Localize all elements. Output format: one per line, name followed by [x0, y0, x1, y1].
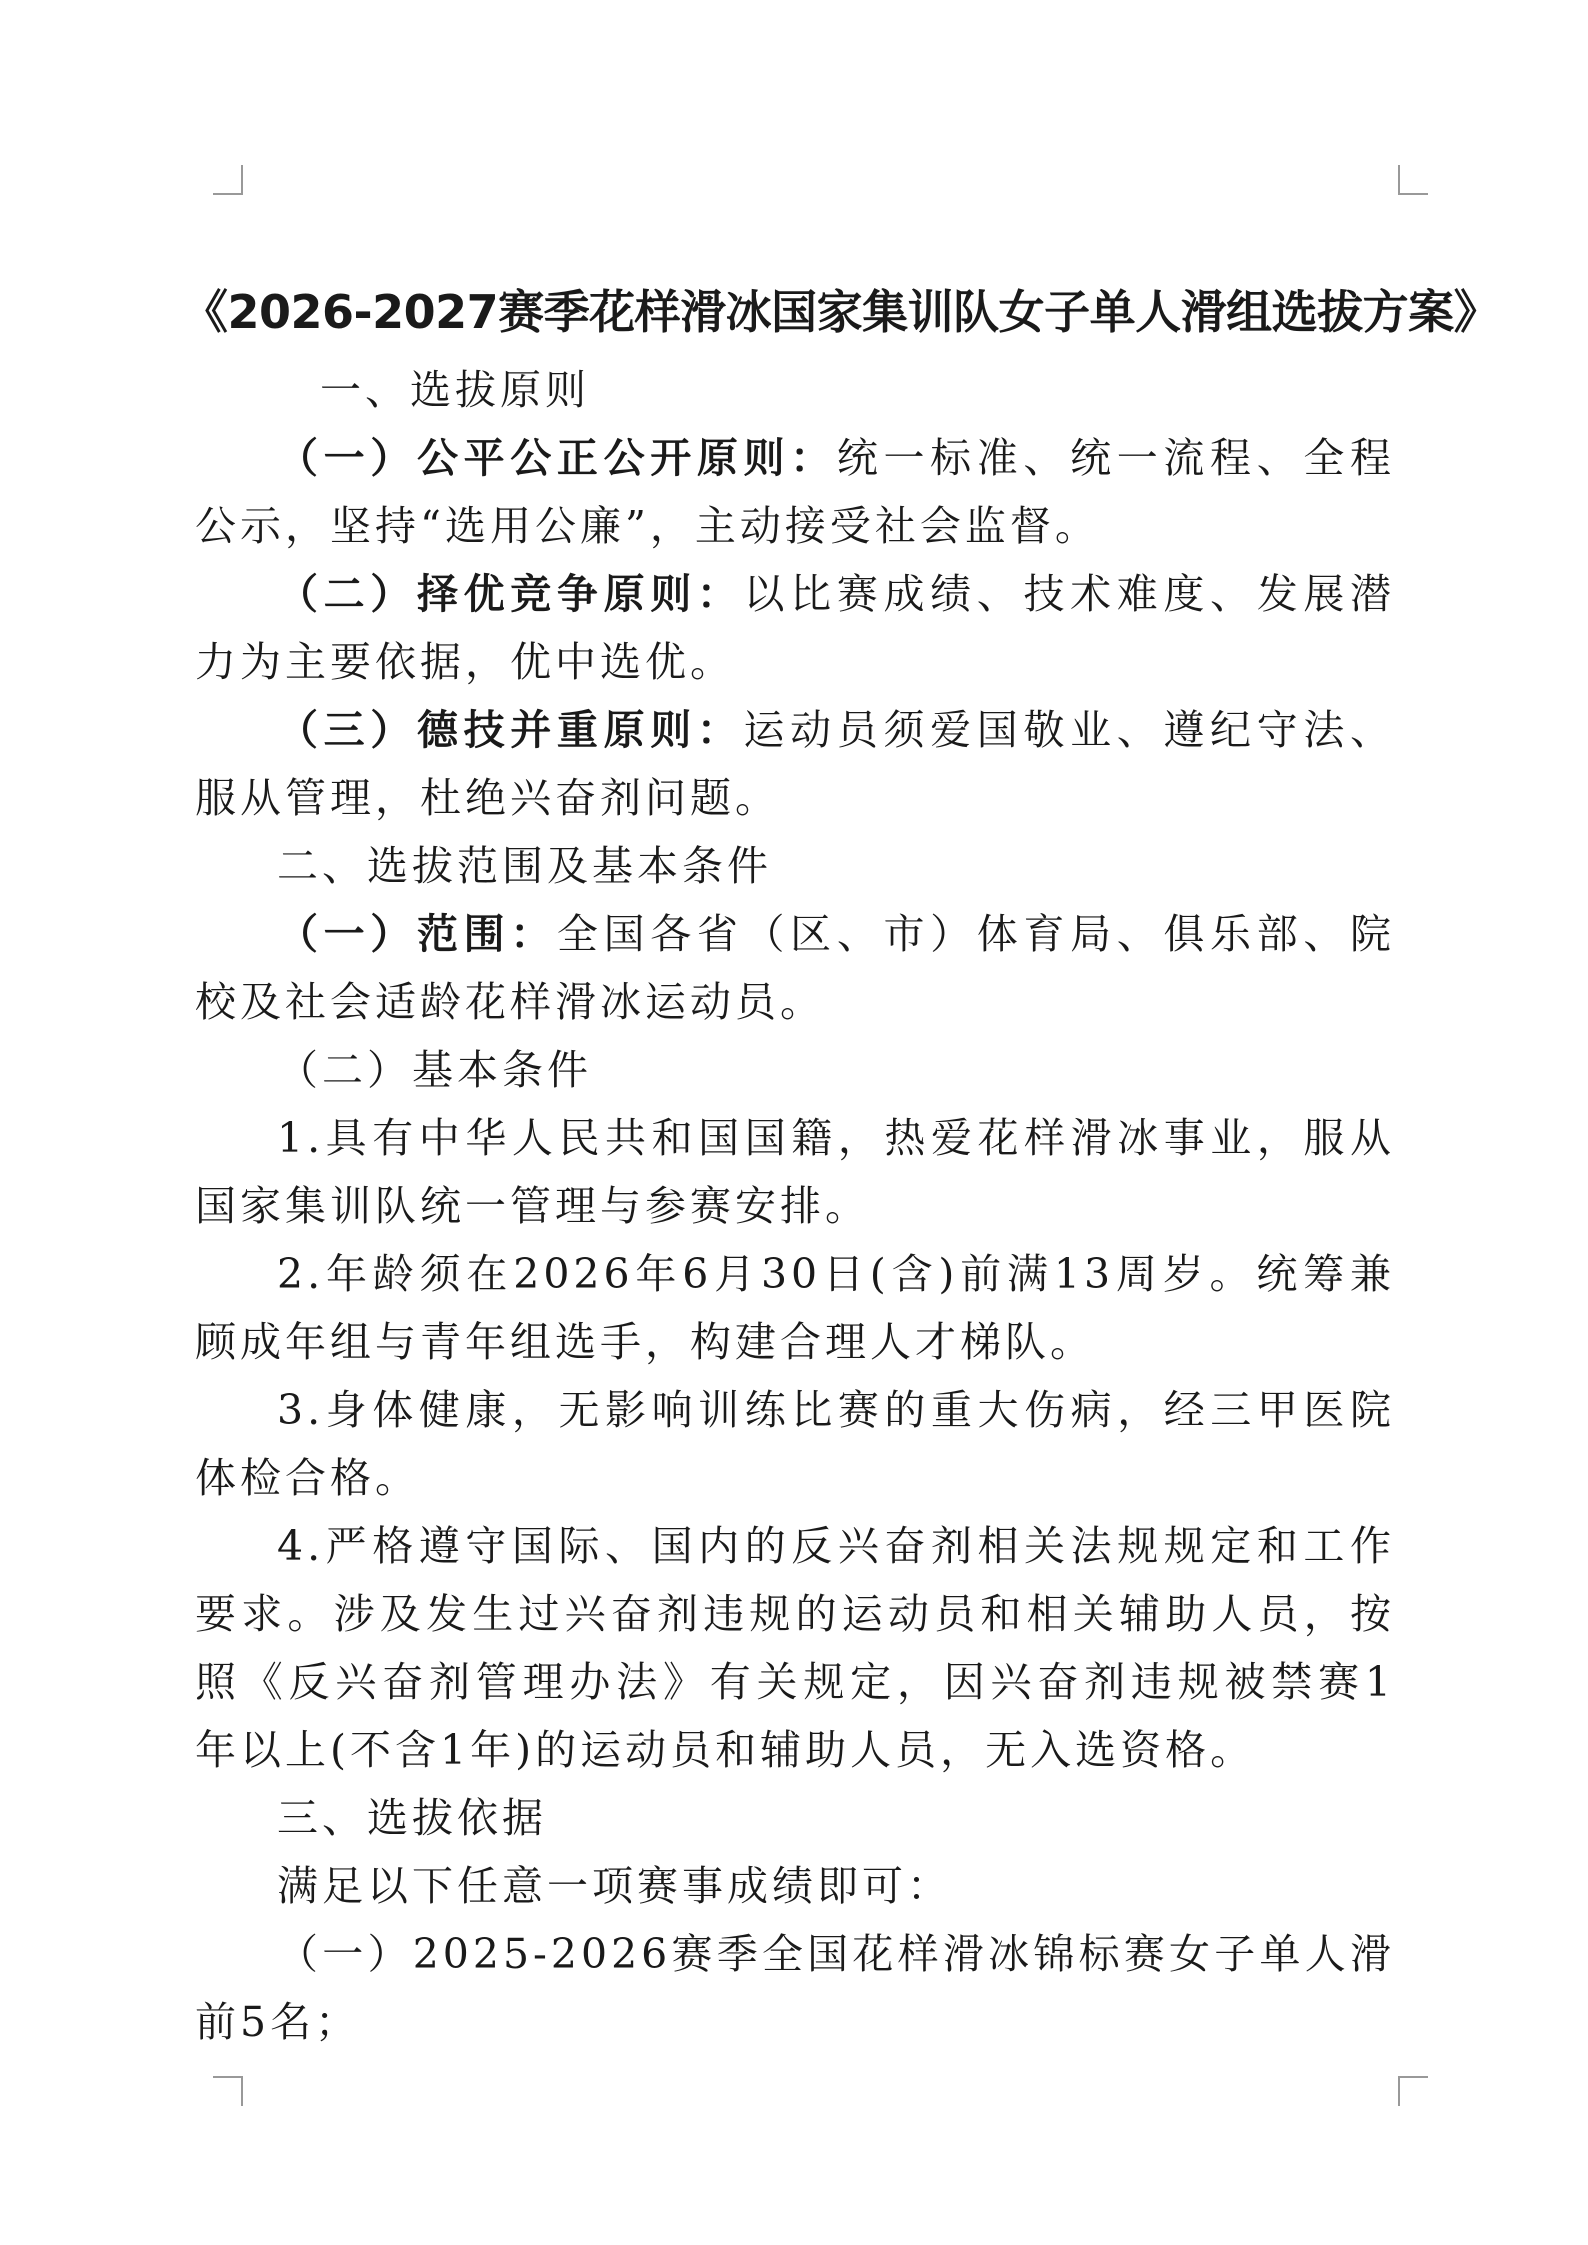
crop-mark-bottom-left: [213, 2076, 243, 2106]
paragraph-text: 以比赛成绩、技术难度、发展潜力为主要依据，优中选优。: [195, 570, 1396, 686]
paragraph: [195, 900, 1395, 1036]
condition-item: 4.严格遵守国际、国内的反兴奋剂相关法规规定和工作要求。涉及发生过兴奋剂违规的运动员和相关辅助人员，按照《反兴奋剂管理办法》有关规定，因兴奋剂违规被禁赛1年以上(不含1年)的运动员和辅助人员，无入选资格。: [195, 1522, 1395, 1774]
paragraph: [195, 424, 1395, 560]
paragraph-text: 运动员须爱国敬业、遵纪守法、服从管理，杜绝兴奋剂问题。: [195, 706, 1396, 822]
document-title: 《2026-2027赛季花样滑冰国家集训队女子单人滑组选拔方案》: [182, 285, 1500, 339]
condition-item: 2.年龄须在2026年6月30日(含)前满13周岁。统筹兼顾成年组与青年组选手，构建合理人才梯队。: [195, 1250, 1395, 1366]
paragraph-lead: （一）范围：: [277, 910, 557, 958]
subheading-basic-conditions: （二）基本条件: [277, 1046, 592, 1094]
paragraph: [195, 560, 1395, 696]
paragraph-lead: （一）公平公正公开原则：: [277, 434, 837, 482]
document-body: [195, 356, 1395, 2056]
crop-mark-top-right: [1398, 165, 1428, 195]
section-heading-principles: 一、选拔原则: [320, 366, 590, 414]
crop-mark-bottom-right: [1398, 2076, 1428, 2106]
paragraph-lead: （二）择优竞争原则：: [277, 570, 744, 618]
condition-item: 3.身体健康，无影响训练比赛的重大伤病，经三甲医院体检合格。: [195, 1386, 1395, 1502]
paragraph-text: 全国各省（区、市）体育局、俱乐部、院校及社会适龄花样滑冰运动员。: [195, 910, 1396, 1026]
paragraph: 满足以下任意一项赛事成绩即可：: [277, 1862, 952, 1910]
paragraph: [195, 696, 1395, 832]
condition-item: 1.具有中华人民共和国国籍，热爱花样滑冰事业，服从国家集训队统一管理与参赛安排。: [195, 1114, 1395, 1230]
section-heading-basis: 三、选拔依据: [277, 1794, 547, 1842]
paragraph: （一）2025-2026赛季全国花样滑冰锦标赛女子单人滑前5名；: [195, 1930, 1395, 2046]
paragraph-lead: （三）德技并重原则：: [277, 706, 744, 754]
section-heading-scope: 二、选拔范围及基本条件: [277, 842, 772, 890]
crop-mark-top-left: [213, 165, 243, 195]
paragraph-text: 统一标准、统一流程、全程公示，坚持“选用公廉”，主动接受社会监督。: [195, 434, 1396, 550]
